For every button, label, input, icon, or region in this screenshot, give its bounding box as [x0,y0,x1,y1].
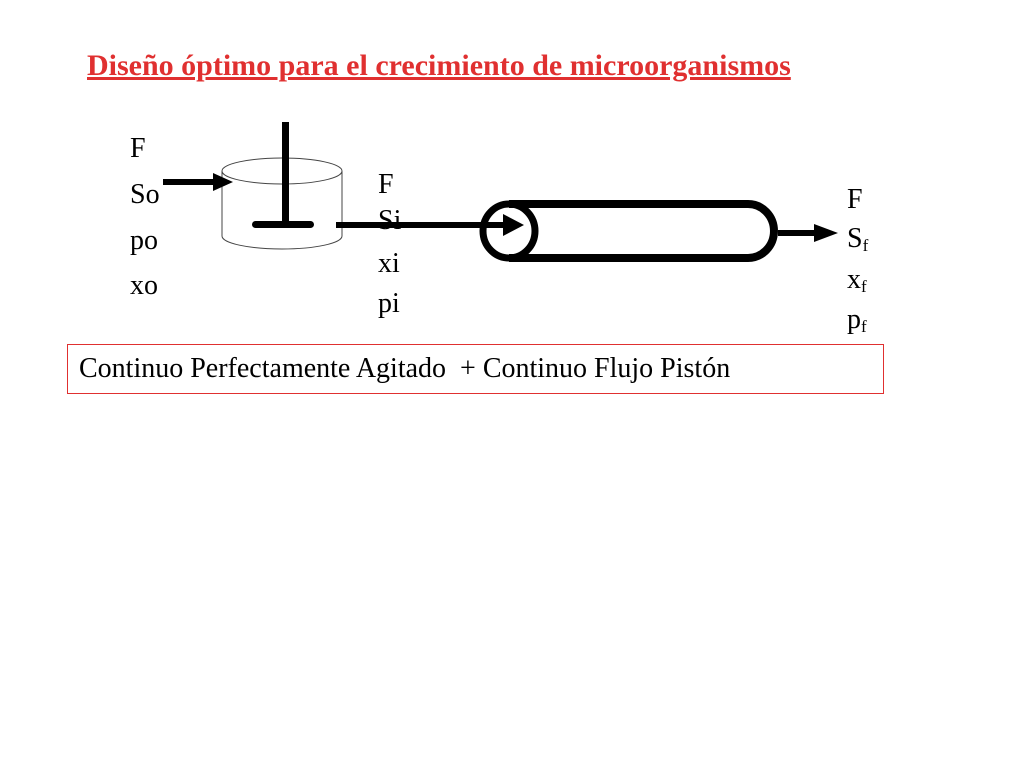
outlet-substrate-subscript: f [862,236,869,255]
inlet-product-label: po [130,225,158,256]
outlet-product-subscript: f [861,317,867,336]
intermediate-biomass-label: xi [378,248,400,279]
agitator-impeller [252,221,314,228]
outlet-substrate-label [847,224,868,254]
caption-box: Continuo Perfectamente Agitado + Continuo Flujo Pistón [67,344,884,394]
inlet-biomass-label: xo [130,270,158,301]
agitator-shaft [282,122,289,226]
outlet-product-label [847,305,867,335]
agitator-icon [252,122,314,228]
intermediate-substrate-label: Si [378,205,402,236]
intermediate-product-label: pi [378,288,400,319]
outlet-flow-label: F [847,184,863,215]
pfr-tube [483,204,774,258]
outlet-biomass-label [847,265,867,295]
inlet-flow-label: F [130,133,146,164]
outlet-biomass-subscript: f [861,277,867,296]
outlet-substrate-symbol: S [847,223,863,254]
outlet-biomass-symbol: x [847,264,861,295]
intermediate-flow-label: F [378,169,394,200]
pfr-body [509,204,774,258]
diagram-title: Diseño óptimo para el crecimiento de microorganismos [87,49,791,82]
outlet-arrow-icon [778,224,838,242]
transfer-arrow-icon [336,214,524,236]
inlet-substrate-label: So [130,179,160,210]
outlet-product-symbol: p [847,304,861,335]
